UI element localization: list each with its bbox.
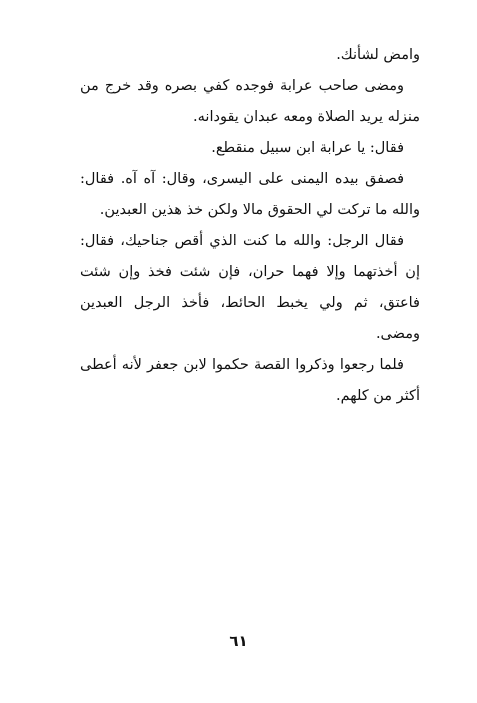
paragraph: فلما رجعوا وذكروا القصة حكموا لابن جعفر لأنه أعطى أكثر من كلهم. bbox=[80, 357, 420, 404]
paragraph: فصفق بيده اليمنى على اليسرى، وقال: آه آه. فقال: والله ما تركت لي الحقوق مالا ولكن خذ هذين العبدين. bbox=[80, 171, 420, 218]
paragraph: فقال: يا عرابة ابن سبيل منقطع. bbox=[211, 140, 404, 156]
paragraph: ومضى صاحب عرابة فوجده كفي بصره وقد خرج من منزله يريد الصلاة ومعه عبدان يقودانه. bbox=[80, 78, 420, 125]
page-number: ٦١ bbox=[229, 632, 248, 650]
paragraph: وامض لشأنك. bbox=[336, 47, 420, 63]
paragraph: فقال الرجل: والله ما كنت الذي أقص جناحيك، فقال: إن أخذتهما وإلا فهما حران، فإن شئت فخذ وإن شئت فاعتق، ثم ولي يخبط الحائط، فأخذ الرجل العبدين ومضى. bbox=[80, 233, 420, 342]
body-text bbox=[80, 40, 420, 412]
